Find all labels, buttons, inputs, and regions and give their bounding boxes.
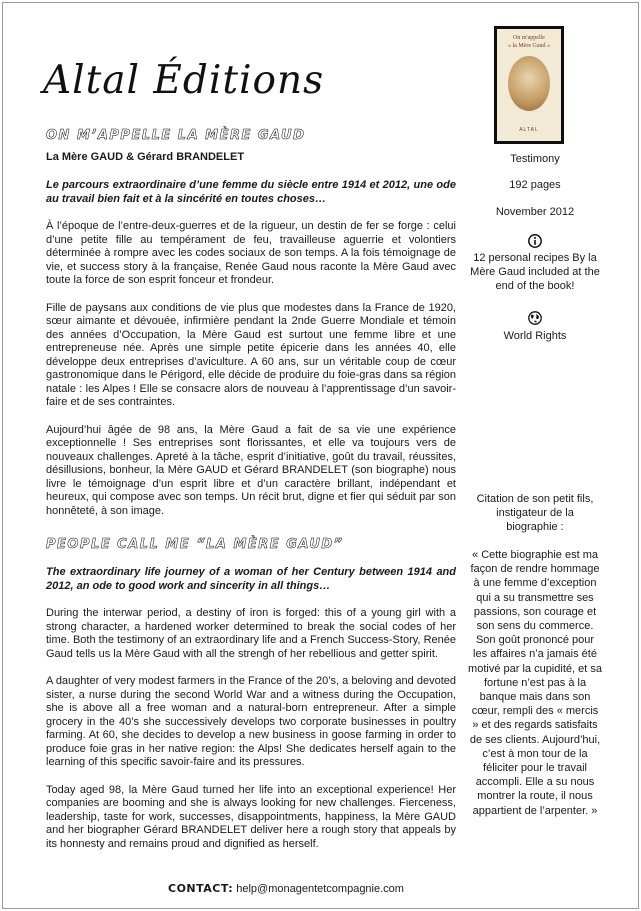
- publication-date: November 2012: [495, 206, 575, 218]
- french-paragraph-2: Fille de paysans aux conditions de vie plus que modestes dans la France de 1920, sœur aimante et dévouée, infirmière pendant la 2nde Guerre Mondiale et témoin des années d’Occupation, la Mère Gaud est surtout une femme libre et une entrepreneuse née. Après une simple petite épicerie dans les années 40, elle développe deux entreprises d’aviculture. A 60 ans, sur un véritable coup de cœur gastronomique dans le Périgord, elle décide de produire du foie-gras dans sa région natale : les Alpes ! Elle se consacre alors de nouveau à l’apprentissage d’un savoir-faire et de ses contraintes.: [46, 301, 456, 408]
- cover-brand: ALTAL: [519, 127, 539, 133]
- cover-portrait: [508, 56, 550, 111]
- cover-title-line1: On m'appelle: [513, 35, 545, 41]
- rights-label: World Rights: [503, 330, 567, 342]
- contact-email-link[interactable]: help@monagentetcompagnie.com: [236, 883, 404, 895]
- english-paragraph-2: A daughter of very modest farmers in the France of the 20’s, a beloving and devoted sister, a nurse during the second World War and a witness during the Occupation, she is above all a free woman and a natural-born entrepreneur. After a simple grocery in the 40’s she successively develops two corporate businesses in poultry farming. At 60, she decides to develop a new business in goose farming in order to produce foie gras in her native region: the Alps! She dedicates herself again to the learning of this specific savoir-faire and its pressures.: [46, 675, 456, 768]
- english-lead: The extraordinary life journey of a woman of her Century between 1914 and 2012, an ode to good work and sincerity in all things…: [46, 566, 456, 592]
- contact-line: [168, 882, 404, 895]
- french-body: [46, 179, 456, 518]
- english-title: PEOPLE CALL ME “LA MÈRE GAUD”: [46, 537, 344, 552]
- french-title: ON M’APPELLE LA MÈRE GAUD: [46, 128, 306, 143]
- english-paragraph-1: During the interwar period, a destiny of iron is forged: this of a young girl with a strong character, a hardened worker determined to break the social codes of her time. Both the testimony of an extraordinary life and a French Success-Story, Renée Gaud tells us la Mère Gaud with all the strengh of her rebellious and getter spirit.: [46, 607, 456, 660]
- english-body: [46, 566, 456, 851]
- publisher-logo: Altal Éditions: [43, 58, 325, 103]
- quote-intro: Citation de son petit fils, instigateur de la biographie :: [476, 493, 594, 533]
- contact-label: CONTACT:: [168, 882, 234, 895]
- french-paragraph-3: Aujourd’hui âgée de 98 ans, la Mère Gaud a fait de sa vie une expérience exceptionnelle ! Ses entreprises sont florissantes, et elle va toujours vers de nouveaux challenges. Apreté à la tâche, esprit d’initiative, goût du travail, réussites, désillusions, bonheur, la Mère GAUD et Gérard BRANDELET (son biographe) nous livre le témoignage d’un esprit libre et d’un caractère brillant, indépendant et heureux, qui compose avec son temps. Un récit brut, digne et fier qui séduit par son honnêteté, à son image.: [46, 423, 456, 517]
- cover-title-line2: « la Mère Gaud »: [508, 43, 550, 49]
- book-genre: Testimony: [510, 153, 560, 165]
- page-count: 192 pages: [509, 179, 561, 191]
- book-cover: [494, 26, 564, 144]
- info-icon: [460, 234, 610, 252]
- globe-icon: [460, 311, 610, 329]
- recipes-note: 12 personal recipes By la Mère Gaud included at the end of the book!: [470, 252, 600, 292]
- english-paragraph-3: Today aged 98, la Mère Gaud turned her life into an exceptional experience! Her companies are booming and she is always looking for new challenges. Fierceness, leadership, taste for work, successes, disappointments, happiness, la Mère GAUD and her biographer Gérard BRANDELET deliver here a rough story that appeals by its honnesty and remains proud and dignified as herself.: [46, 783, 456, 850]
- french-paragraph-1: À l’époque de l’entre-deux-guerres et de la rigueur, un destin de fer se forge : celui d’une petite fille au tempérament de feu, travailleuse aguerrie et volontiers déterminée à rompre avec les codes sociaux de son temps. A la fois témoignage de vie, et success story à la française, Renée Gaud nous raconte la Mère Gaud avec toute la force de son esprit fonceur et frondeur.: [46, 220, 456, 286]
- grandson-quote: « Cette biographie est ma façon de rendre hommage à une femme d’exception qui a su transmettre ses passions, son courage et son sens du commerce. Son goût prononcé pour les affaires n’a jamais été motivé par la cupidité, et sa fortune n’est pas à la banque mais dans son cœur, rempli des « mercis » et des regards satisfaits de ses clients. Aujourd’hui, c’est à mon tour de la féliciter pour le travail accompli. Elle a su nous montrer la route, il nous appartient de l’arpenter. »: [468, 549, 602, 817]
- french-lead: Le parcours extraordinaire d’une femme du siècle entre 1914 et 2012, une ode au travail bien fait et à la sincérité en toutes choses…: [46, 179, 456, 205]
- authors-line: La Mère GAUD & Gérard BRANDELET: [46, 151, 245, 163]
